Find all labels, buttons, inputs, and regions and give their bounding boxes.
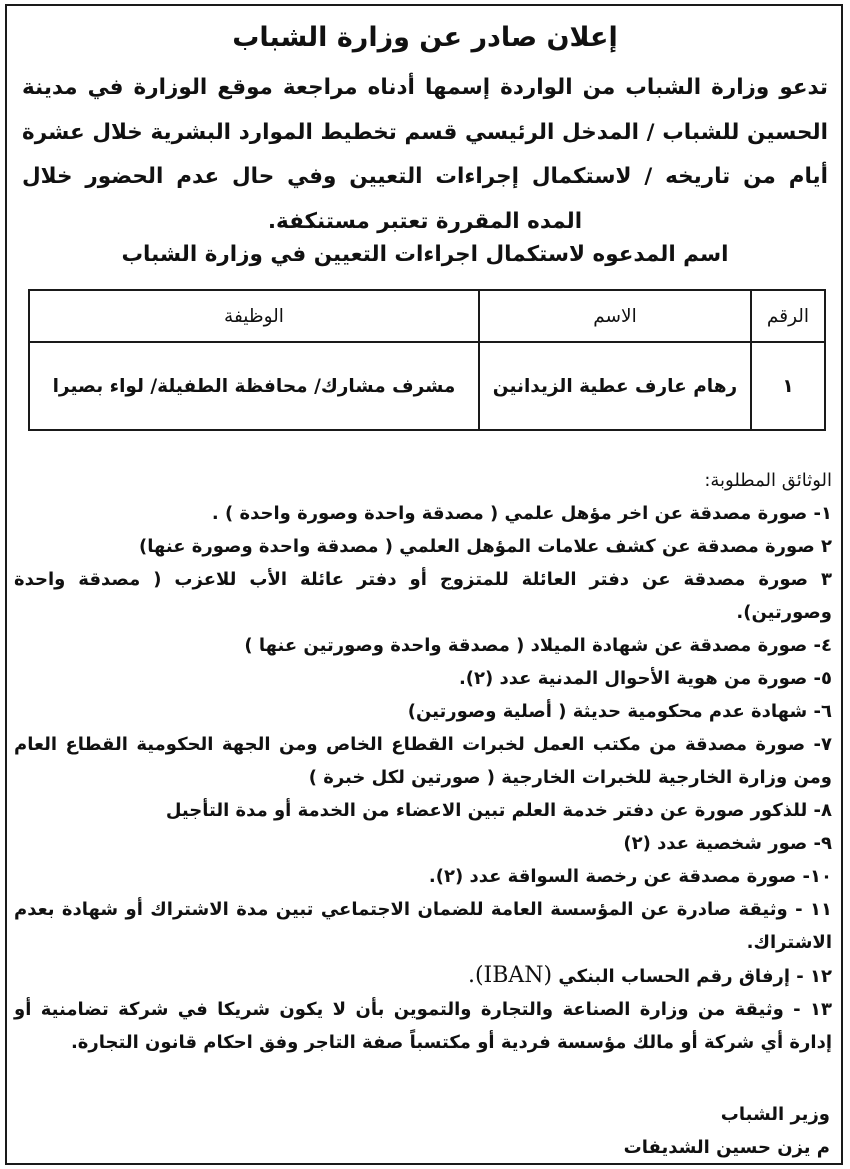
document-item-13: ١٣ - وثيقة من وزارة الصناعة والتجارة والتموين بأن لا يكون شريكا في شركة تضامنية أو إدارة أي شركة أو مالك مؤسسة فردية أو مكتسباً صفة التاجر وفق احكام قانون التجارة. bbox=[14, 999, 832, 1053]
document-item-4: ٤- صورة مصدقة عن شهادة الميلاد ( مصدقة واحدة وصورتين عنها ) bbox=[244, 635, 832, 656]
document-item-1: ١- صورة مصدقة عن اخر مؤهل علمي ( مصدقة واحدة وصورة واحدة ) . bbox=[211, 503, 832, 524]
table-row bbox=[29, 342, 825, 430]
document-item-8: ٨- للذكور صورة عن دفتر خدمة العلم تبين الاعضاء من الخدمة أو مدة التأجيل bbox=[165, 800, 832, 821]
announcement-intro: تدعو وزارة الشباب من الواردة إسمها أدناه مراجعة موقع الوزارة في مدينة الحسين للشباب / المدخل الرئيسي قسم تخطيط الموارد البشرية خلال عشرة أيام من تاريخه / لاستكمال إجراءات التعيين وفي حال عدم الحضور خلال المده المقررة تعتبر مستنكفة. bbox=[22, 75, 828, 234]
required-documents bbox=[14, 464, 832, 1059]
documents-list bbox=[14, 497, 832, 1059]
header-number: الرقم bbox=[751, 290, 825, 342]
document-item-9: ٩- صور شخصية عدد (٢) bbox=[623, 833, 832, 854]
document-item-11: ١١ - وثيقة صادرة عن المؤسسة العامة للضمان الاجتماعي تبين مدة الاشتراك أو شهادة بعدم الاشتراك. bbox=[14, 899, 832, 953]
signature-name: م يزن حسين الشديفات bbox=[623, 1137, 830, 1158]
row-number: ١ bbox=[751, 342, 825, 430]
table-heading: اسم المدعوه لاستكمال اجراءات التعيين في وزارة الشباب bbox=[121, 242, 729, 267]
table-header-row bbox=[29, 290, 825, 342]
document-item-12-text: ١٢ - إرفاق رقم الحساب البنكي bbox=[558, 966, 832, 987]
header-job: الوظيفة bbox=[29, 290, 479, 342]
row-job: مشرف مشارك/ محافظة الطفيلة/ لواء بصيرا bbox=[29, 342, 479, 430]
header-name: الاسم bbox=[479, 290, 751, 342]
iban-label: (IBAN). bbox=[467, 963, 553, 988]
nominees-table bbox=[28, 289, 826, 431]
row-name: رهام عارف عطية الزيدانين bbox=[479, 342, 751, 430]
document-item-5: ٥- صورة من هوية الأحوال المدنية عدد (٢). bbox=[458, 668, 832, 689]
signature-role: وزير الشباب bbox=[720, 1104, 830, 1125]
signature-block bbox=[624, 1098, 830, 1164]
document-item-7: ٧- صورة مصدقة من مكتب العمل لخبرات القطاع الخاص ومن الجهة الحكومية القطاع العام ومن وزارة الخارجية للخبرات الخارجية ( صورتين لكل خبرة ) bbox=[14, 734, 832, 788]
documents-heading: الوثائق المطلوبة: bbox=[704, 470, 832, 491]
document-item-12 bbox=[14, 959, 832, 993]
announcement-title: إعلان صادر عن وزارة الشباب bbox=[232, 22, 618, 53]
document-item-6: ٦- شهادة عدم محكومية حديثة ( أصلية وصورتين) bbox=[407, 701, 832, 722]
document-item-2: ٢ صورة مصدقة عن كشف علامات المؤهل العلمي ( مصدقة واحدة وصورة عنها) bbox=[139, 536, 832, 557]
document-item-3: ٣ صورة مصدقة عن دفتر العائلة للمتزوج أو دفتر عائلة الأب للاعزب ( مصدقة واحدة وصورتين). bbox=[14, 569, 832, 623]
document-item-10: ١٠- صورة مصدقة عن رخصة السواقة عدد (٢). bbox=[428, 866, 832, 887]
